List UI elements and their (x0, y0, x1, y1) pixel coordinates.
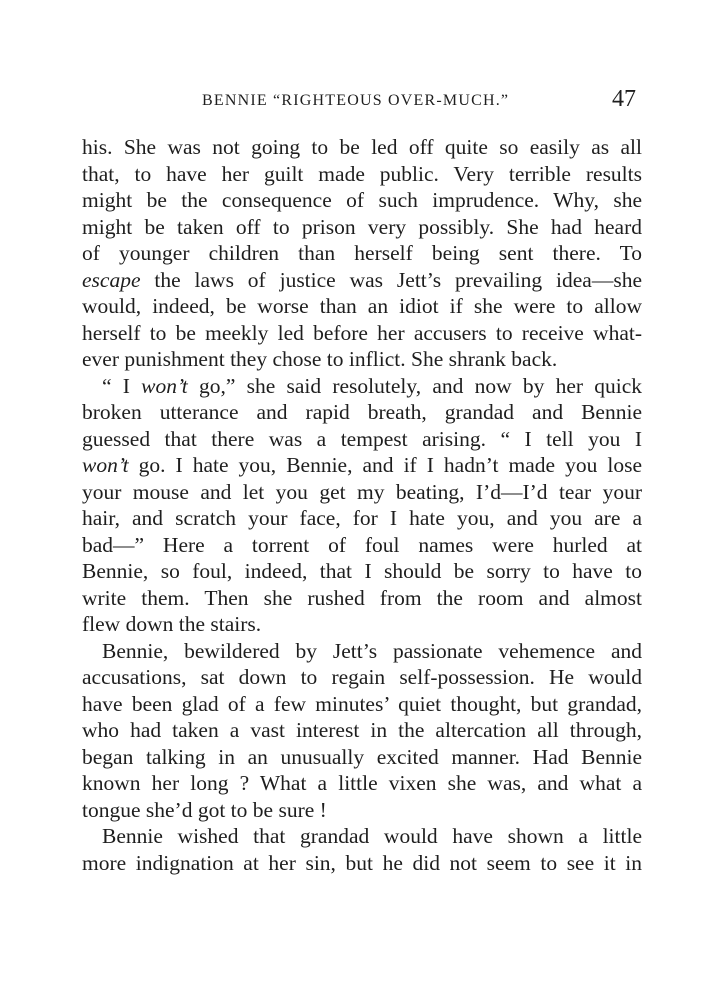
text-line: guessed that there was a tempest arising. “ I tell you I (82, 426, 642, 451)
text-line: his. She was not going to be led off quite so easily as all (82, 135, 642, 159)
text-line: that, to have her guilt made public. Very terrible results (82, 161, 642, 186)
text-line: flew down the stairs. (82, 612, 262, 636)
text-line: ever punishment they chose to inflict. She shrank back. (82, 347, 558, 371)
line-text: the laws of justice was Jett’s prevailing idea—she (140, 267, 642, 292)
body-text (82, 134, 642, 876)
text-line: hair, and scratch your face, for I hate you, and you are a (82, 506, 642, 530)
text-line: might be taken off to prison very possibly. She had heard (82, 214, 642, 239)
text-line: might be the consequence of such imprudence. Why, she (82, 188, 642, 212)
text-line: herself to be meekly led before her accusers to receive what- (82, 320, 642, 345)
text-line: Bennie, bewildered by Jett’s passionate vehemence and (102, 638, 642, 663)
text-line (82, 373, 642, 400)
text-line: have been glad of a few minutes’ quiet thought, but grandad, (82, 691, 642, 716)
line-text: go. I hate you, Bennie, and if I hadn’t made you lose (128, 453, 642, 477)
text-line: more indignation at her sin, but he did not seem to see it in (82, 850, 642, 875)
text-line: tongue she’d got to be sure ! (82, 797, 327, 822)
line-text: go,” she said resolutely, and now by her quick (187, 373, 643, 398)
italic-word: escape (82, 267, 141, 292)
running-head (78, 86, 636, 118)
page-number: 47 (612, 86, 636, 112)
running-title: BENNIE “RIGHTEOUS OVER-MUCH.” (202, 92, 510, 109)
text-line: known her long ? What a little vixen she was, and what a (82, 771, 642, 795)
text-line: write them. Then she rushed from the room and almost (82, 585, 642, 610)
text-line (82, 452, 642, 479)
text-line: Bennie, so foul, indeed, that I should be sorry to have to (82, 559, 642, 583)
text-line: of younger children than herself being sent there. To (82, 241, 642, 265)
italic-word: won’t (141, 373, 188, 398)
text-line: would, indeed, be worse than an idiot if she were to allow (82, 294, 642, 318)
italic-word: won’t (82, 453, 129, 477)
text-line: began talking in an unusually excited manner. Had Bennie (82, 744, 642, 769)
text-line: who had taken a vast interest in the altercation all through, (82, 718, 642, 742)
text-line (82, 267, 642, 294)
line-text: “ I (102, 373, 142, 398)
text-line: broken utterance and rapid breath, grandad and Bennie (82, 400, 642, 424)
text-line: accusations, sat down to regain self-possession. He would (82, 665, 642, 689)
text-line: your mouse and let you get my beating, I’d—I’d tear your (82, 479, 642, 504)
text-line: Bennie wished that grandad would have shown a little (102, 824, 642, 848)
text-line: bad—” Here a torrent of foul names were hurled at (82, 532, 642, 557)
